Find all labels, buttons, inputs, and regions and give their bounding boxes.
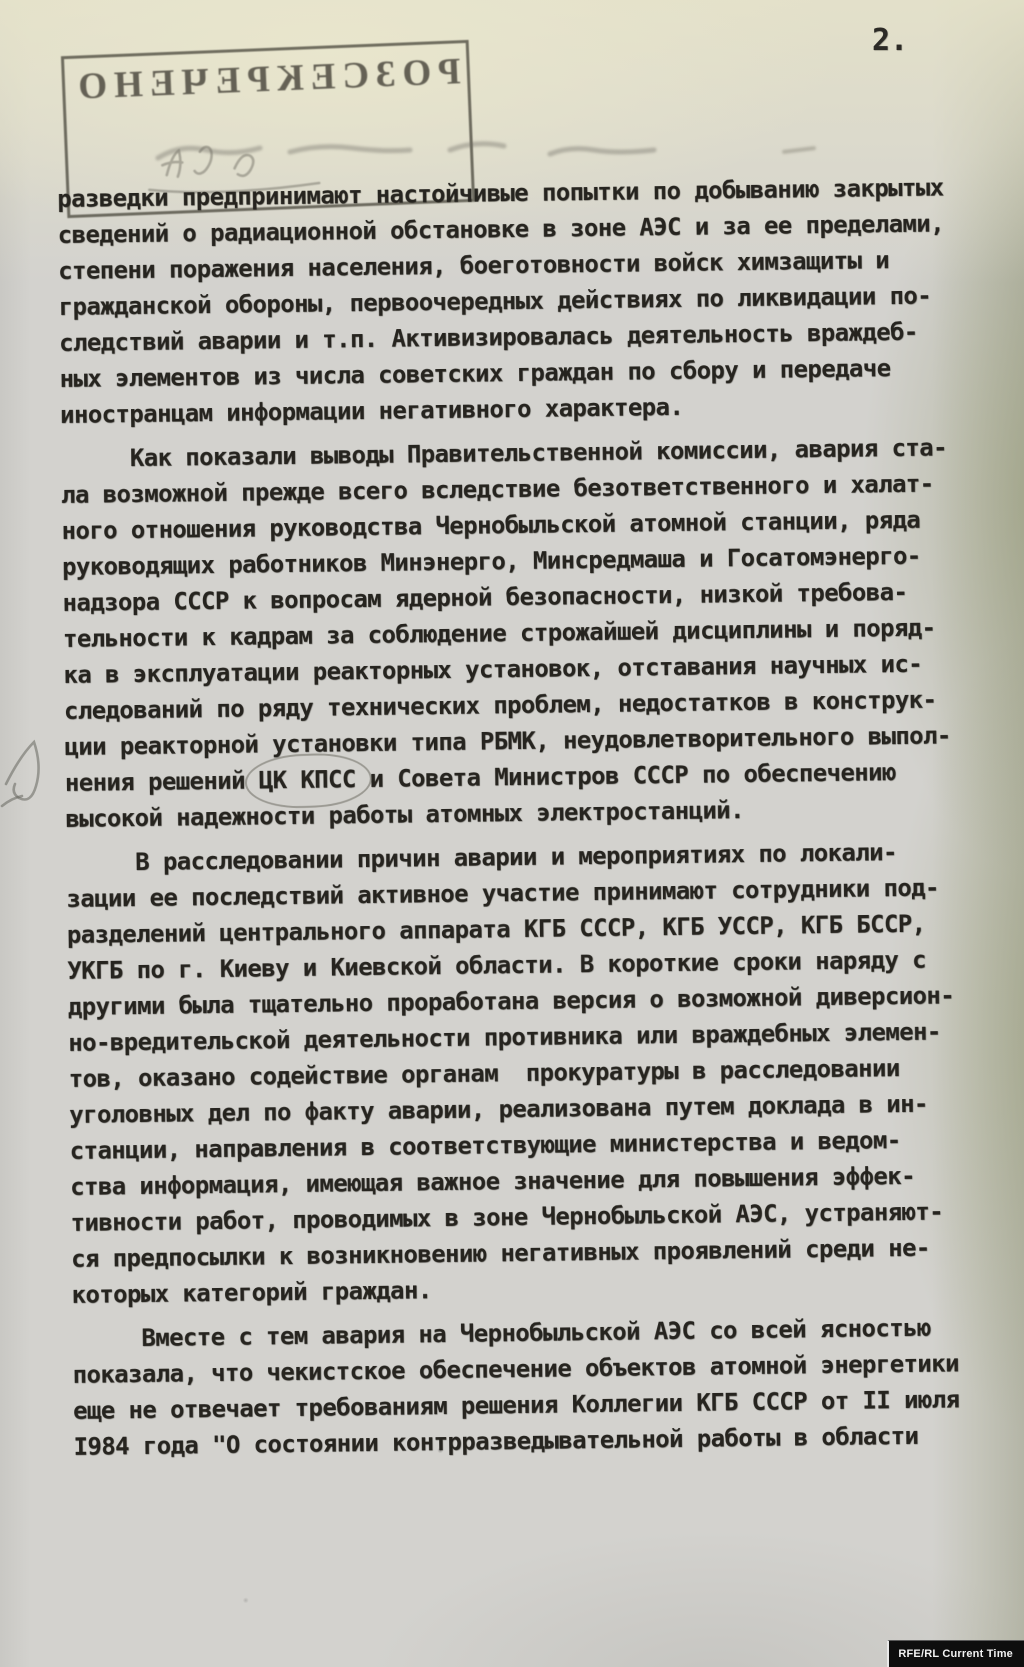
- text-line: руководящих работников Минэнерго, Минсредмаша и Госатомэнерго-: [61, 541, 921, 581]
- text-line: ства информация, имеющая важное значение для повышения эффек-: [69, 1161, 916, 1201]
- text-segment: и Совета Министров СССР по обеспечению: [355, 758, 896, 794]
- text-line: тивности работ, проводимых в зоне Чернобыльской АЭС, устраняют-: [70, 1197, 944, 1237]
- paragraph-2: [60, 429, 975, 837]
- text-line: сведений о радиационной обстановке в зоне АЭС и за ее пределами,: [57, 209, 945, 249]
- text-line: показала, что чекистское обеспечение объектов атомной энергетики: [72, 1349, 960, 1389]
- text-line: В расследовании причин аварии и мероприятиях по локали-: [65, 838, 898, 877]
- circled-text: [259, 761, 356, 798]
- text-line: высокой надежности работы атомных электростанций.: [65, 796, 745, 833]
- text-line: которых категорий граждан.: [71, 1276, 432, 1309]
- text-line: ции реакторной установки типа РБМК, неудовлетворительного выпол-: [64, 721, 951, 761]
- text-line: тельности к кадрам за соблюдение строжайшей дисциплины и поряд-: [62, 613, 936, 653]
- text-line: Как показали выводы Правительственной комиссии, авария ста-: [60, 433, 948, 473]
- text-line: следований по ряду технических проблем, недостатков в конструк-: [63, 685, 937, 725]
- watermark-text: RFE/RL Current Time: [898, 1647, 1013, 1660]
- text-line: степени поражения населения, боеготовности войск химзащиты и: [57, 246, 890, 285]
- watermark-badge: [887, 1640, 1024, 1667]
- page-number: 2.: [872, 23, 909, 58]
- paragraph-1: [57, 169, 970, 433]
- text-segment: ЦК КПСС: [258, 765, 356, 795]
- text-line: станции, направления в соответствующие министерства и ведом-: [69, 1126, 901, 1165]
- text-line: УКГБ по г. Киеву и Киевской области. В короткие сроки наряду с: [67, 945, 927, 985]
- text-line: иностранцам информации негативного характера.: [59, 392, 684, 429]
- document-text: [57, 169, 984, 1465]
- text-line: разделений центрального аппарата КГБ СССР, КГБ УССР, КГБ БССР,: [66, 909, 926, 949]
- text-line: но-вредительской деятельности противника или враждебных элемен-: [68, 1017, 941, 1057]
- text-line: ных элементов из числа советских граждан по сбору и передаче: [59, 354, 891, 393]
- text-line: Вместе с тем авария на Чернобыльской АЭС со всей ясностью: [71, 1313, 931, 1353]
- text-line: I984 года "О состоянии контрразведывательной работы в области: [73, 1421, 919, 1461]
- text-line: другими была тщательно проработана версия о возможной диверсион-: [67, 981, 955, 1021]
- bleed-through-marks: [150, 128, 690, 174]
- text-line: следствий аварии и т.п. Активизировалась деятельность враждеб-: [58, 317, 918, 357]
- paragraph-4: [72, 1309, 984, 1465]
- stamp-text: РОЗСЕКРЕЧЕНО: [70, 51, 462, 108]
- text-line: надзора СССР к вопросам ядерной безопасности, низкой требова-: [62, 577, 908, 617]
- text-segment: нения решений: [64, 766, 259, 797]
- text-line: разведки предпринимают настойчивые попытки по добыванию закрытых: [57, 173, 944, 213]
- margin-checkmark: [0, 718, 58, 818]
- text-line: ного отношения руководства Чернобыльской атомной станции, ряда: [61, 505, 921, 545]
- text-line: еще не отвечает требованиям решения Коллегии КГБ СССР от II июля: [72, 1385, 960, 1425]
- paragraph-3: [66, 833, 982, 1313]
- text-line: ка в эксплуатации реакторных установок, отставания научных ис-: [63, 649, 923, 689]
- text-line: тов, оказано содействие органам прокуратуры в расследовании: [68, 1054, 900, 1093]
- text-line: ся предпосылки к возникновению негативных проявлений среди не-: [70, 1233, 930, 1273]
- text-line: гражданской обороны, первоочередных действиях по ликвидации по-: [58, 281, 932, 321]
- text-line: зации ее последствий активное участие принимают сотрудники под-: [66, 873, 940, 913]
- smudge-mark: [782, 146, 816, 154]
- text-line: ла возможной прежде всего вследствие безответственного и халат-: [60, 469, 934, 509]
- text-line: уголовных дел по факту аварии, реализована путем доклада в ин-: [69, 1089, 928, 1129]
